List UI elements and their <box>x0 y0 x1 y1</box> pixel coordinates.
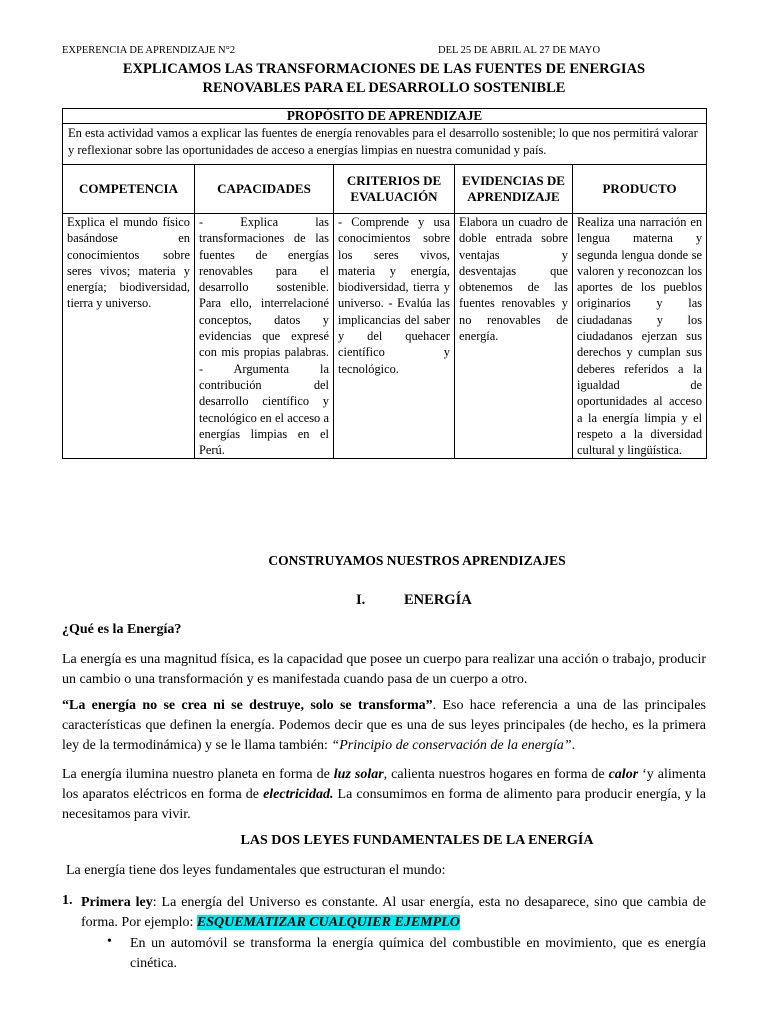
conservation-quote: “La energía no se crea ni se destruye, solo se transforma” <box>62 698 433 713</box>
header-evidencias: EVIDENCIAS DE APRENDIZAJE <box>455 165 573 214</box>
conservation-principle: “Principio de conservación de la energía” <box>331 738 572 753</box>
first-law-text: : La energía del Universo es constante. Al usar energía, esta no desaparece, sino que cambia de forma. Por ejemplo: <box>81 895 706 930</box>
title-line-1: EXPLICAMOS LAS TRANSFORMACIONES DE LAS FUENTES DE ENERGIAS <box>122 61 646 77</box>
title-line-2: RENOVABLES PARA EL DESARROLLO SOSTENIBLE <box>202 80 566 96</box>
learning-purpose-table <box>62 108 707 459</box>
forms-text-2: , calienta nuestros hogares en forma de <box>383 767 609 782</box>
bullet-icon: • <box>107 934 112 949</box>
forms-text-3: ‘y alimenta los aparatos eléctricos en forma de <box>62 767 706 802</box>
section-heading-construyamos: CONSTRUYAMOS NUESTROS APRENDIZAJES <box>268 553 566 568</box>
highlighted-instruction: ESQUEMATIZAR CUALQUIER EJEMPLO <box>196 915 460 930</box>
purpose-heading: PROPÓSITO DE APRENDIZAJE <box>63 109 707 124</box>
header-producto: PRODUCTO <box>573 165 707 214</box>
cell-producto: Realiza una narración en lengua materna y segunda lengua donde se valoren y reconozcan los aportes de los pueblos originarios y las ciudadanas y los ciudadanos ejerzan sus derechos y cumplan sus deberes referidos a la igualdad de oportunidades al acceso a la energía limpia y el respeto a la diversidad cultural y lingüística. <box>573 214 707 459</box>
question-heading: ¿Qué es la Energía? <box>62 622 182 637</box>
table-header-row <box>63 165 707 214</box>
table-row <box>63 214 707 459</box>
forms-text-1: La energía ilumina nuestro planeta en forma de <box>62 767 334 782</box>
section-heading-laws: LAS DOS LEYES FUNDAMENTALES DE LA ENERGÍA <box>240 833 594 848</box>
header-criterios: CRITERIOS DE EVALUACIÓN <box>334 165 455 214</box>
experience-label: EXPERENCIA DE APRENDIZAJE N°2 <box>62 45 236 56</box>
document-title <box>62 60 706 98</box>
paragraph-laws-intro: La energía tiene dos leyes fundamentales que estructuran el mundo: <box>66 863 446 878</box>
conservation-end: . <box>571 738 576 753</box>
forms-emph-calor: calor <box>608 767 639 782</box>
first-law-label: Primera ley <box>81 895 153 910</box>
bullet-example: En un automóvil se transforma la energía química del combustible en movimiento, que es energía cinética. <box>130 936 706 971</box>
cell-evidencias: Elabora un cuadro de doble entrada sobre ventajas y desventajas que obtenemos de las fuentes renovables y no renovables de energía. <box>455 214 573 459</box>
paragraph-forms <box>62 765 706 825</box>
section-heading-energia: ENERGÍA <box>404 592 472 608</box>
conservation-text: . Eso hace referencia a una de las principales características que definen la energía. Podemos decir que es una de sus leyes principales (de hecho, es la primera ley de la termodinámica) y se le llama también: <box>62 698 707 753</box>
forms-emph-electricidad: electricidad. <box>263 787 334 802</box>
paragraph-conservation <box>62 696 706 756</box>
forms-text-4: La consumimos en forma de alimento para producir energía, y la necesitamos para vivir. <box>62 787 706 822</box>
law-number: 1. <box>62 893 73 908</box>
date-range: DEL 25 DE ABRIL AL 27 DE MAYO <box>438 45 601 56</box>
section-number: I. <box>356 592 366 608</box>
cell-capacidades: - Explica las transformaciones de las fuentes de energías renovables para el desarrollo sostenible. Para ello, interrelacioné conceptos, datos y evidencias que expresé con mis propias palabras. - Argumenta la contribución del desarrollo científico y tecnológico en el acceso a energías limpias en el Perú. <box>195 214 334 459</box>
header-capacidades: CAPACIDADES <box>195 165 334 214</box>
cell-criterios: - Comprende y usa conocimientos sobre los seres vivos, materia y energía, biodiversidad, tierra y universo. - Evalúa las implicancias del saber y del quehacer científico y tecnológico. <box>334 214 455 459</box>
forms-emph-solar: luz solar <box>333 767 384 782</box>
paragraph-first-law <box>81 893 706 933</box>
paragraph-definition: La energía es una magnitud física, es la capacidad que posee un cuerpo para realizar una acción o trabajo, producir un cambio o una transformación y es manifestada cuando pasa de un cuerpo a otro. <box>62 652 706 687</box>
purpose-text: En esta actividad vamos a explicar las fuentes de energía renovables para el desarrollo sostenible; lo que nos permitirá valorar y reflexionar sobre las oportunidades de acceso a energías limpias en nuestra comunidad y país. <box>63 124 707 165</box>
cell-competencia: Explica el mundo físico basándose en conocimientos sobre seres vivos; materia y energía; biodiversidad, tierra y universo. <box>63 214 195 459</box>
header-competencia: COMPETENCIA <box>63 165 195 214</box>
